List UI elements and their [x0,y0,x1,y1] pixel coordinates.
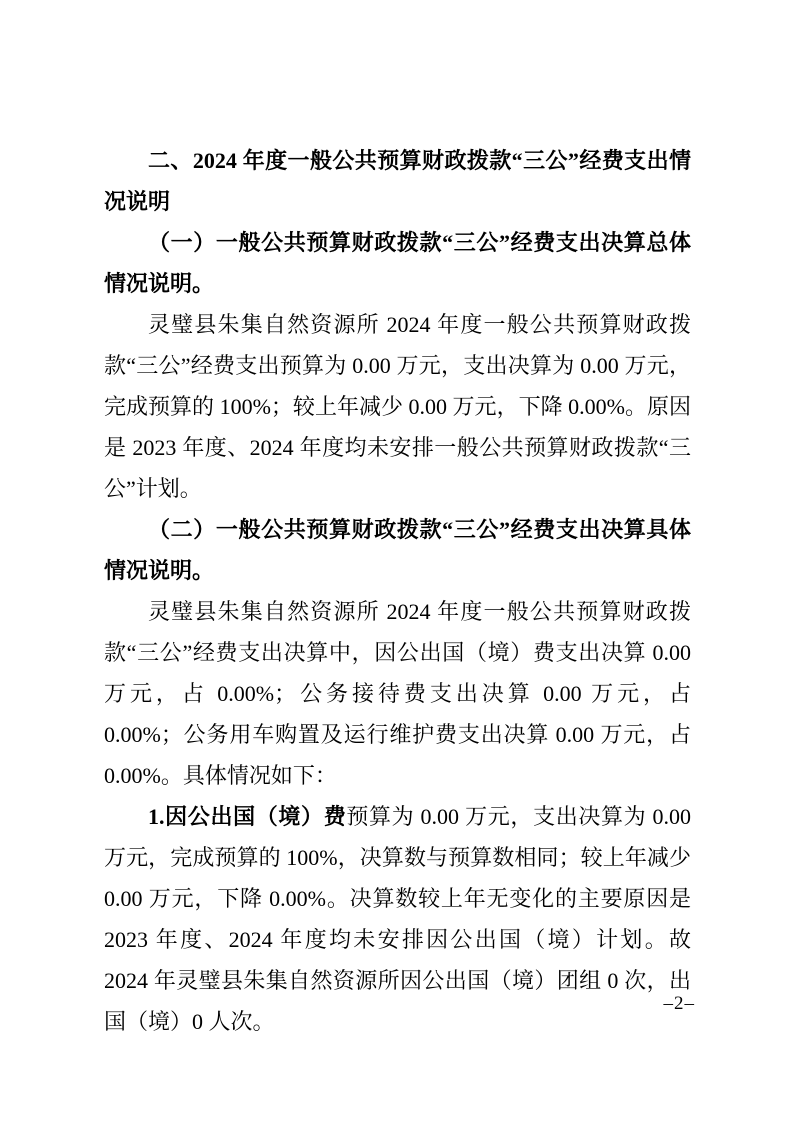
paragraph-specific-breakdown: 灵璧县朱集自然资源所 2024 年度一般公共预算财政拨款“三公”经费支出决算中，因公出国（境）费支出决算 0.00 万元，占 0.00%；公务接待费支出决算 0.00 万元，占 0.00%；公务用车购置及运行维护费支出决算 0.00 万元，占 0.00%。具体情况如下： [104,599,691,788]
subsection-heading-specific-situation: （二）一般公共预算财政拨款“三公”经费支出决算具体情况说明。 [104,517,691,583]
document-content [104,140,691,1042]
subsection-heading-overall-situation: （一）一般公共预算财政拨款“三公”经费支出决算总体情况说明。 [104,230,691,296]
paragraph-overall-budget-statement: 灵璧县朱集自然资源所 2024 年度一般公共预算财政拨款“三公”经费支出预算为 0.00 万元，支出决算为 0.00 万元，完成预算的 100%；较上年减少 0.00 万元，下降 0.00%。原因是 2023 年度、2024 年度均未安排一般公共预算财政拨款“三公”计划。 [104,312,691,501]
paragraph-overseas-travel [104,796,691,1042]
overseas-travel-detail-text: 预算为 0.00 万元，支出决算为 0.00 万元，完成预算的 100%，决算数与预算数相同；较上年减少 0.00 万元，下降 0.00%。决算数较上年无变化的主要原因是 2023 年度、2024 年度均未安排因公出国（境）计划。故 2024 年灵璧县朱集自然资源所因公出国（境）团组 0 次，出国（境）0 人次。 [104,804,691,1034]
overseas-travel-lead-label: 1.因公出国（境）费 [148,804,347,829]
section-heading-three-public-expenses: 二、2024 年度一般公共预算财政拨款“三公”经费支出情况说明 [104,148,691,214]
page-number: –2– [663,993,695,1014]
